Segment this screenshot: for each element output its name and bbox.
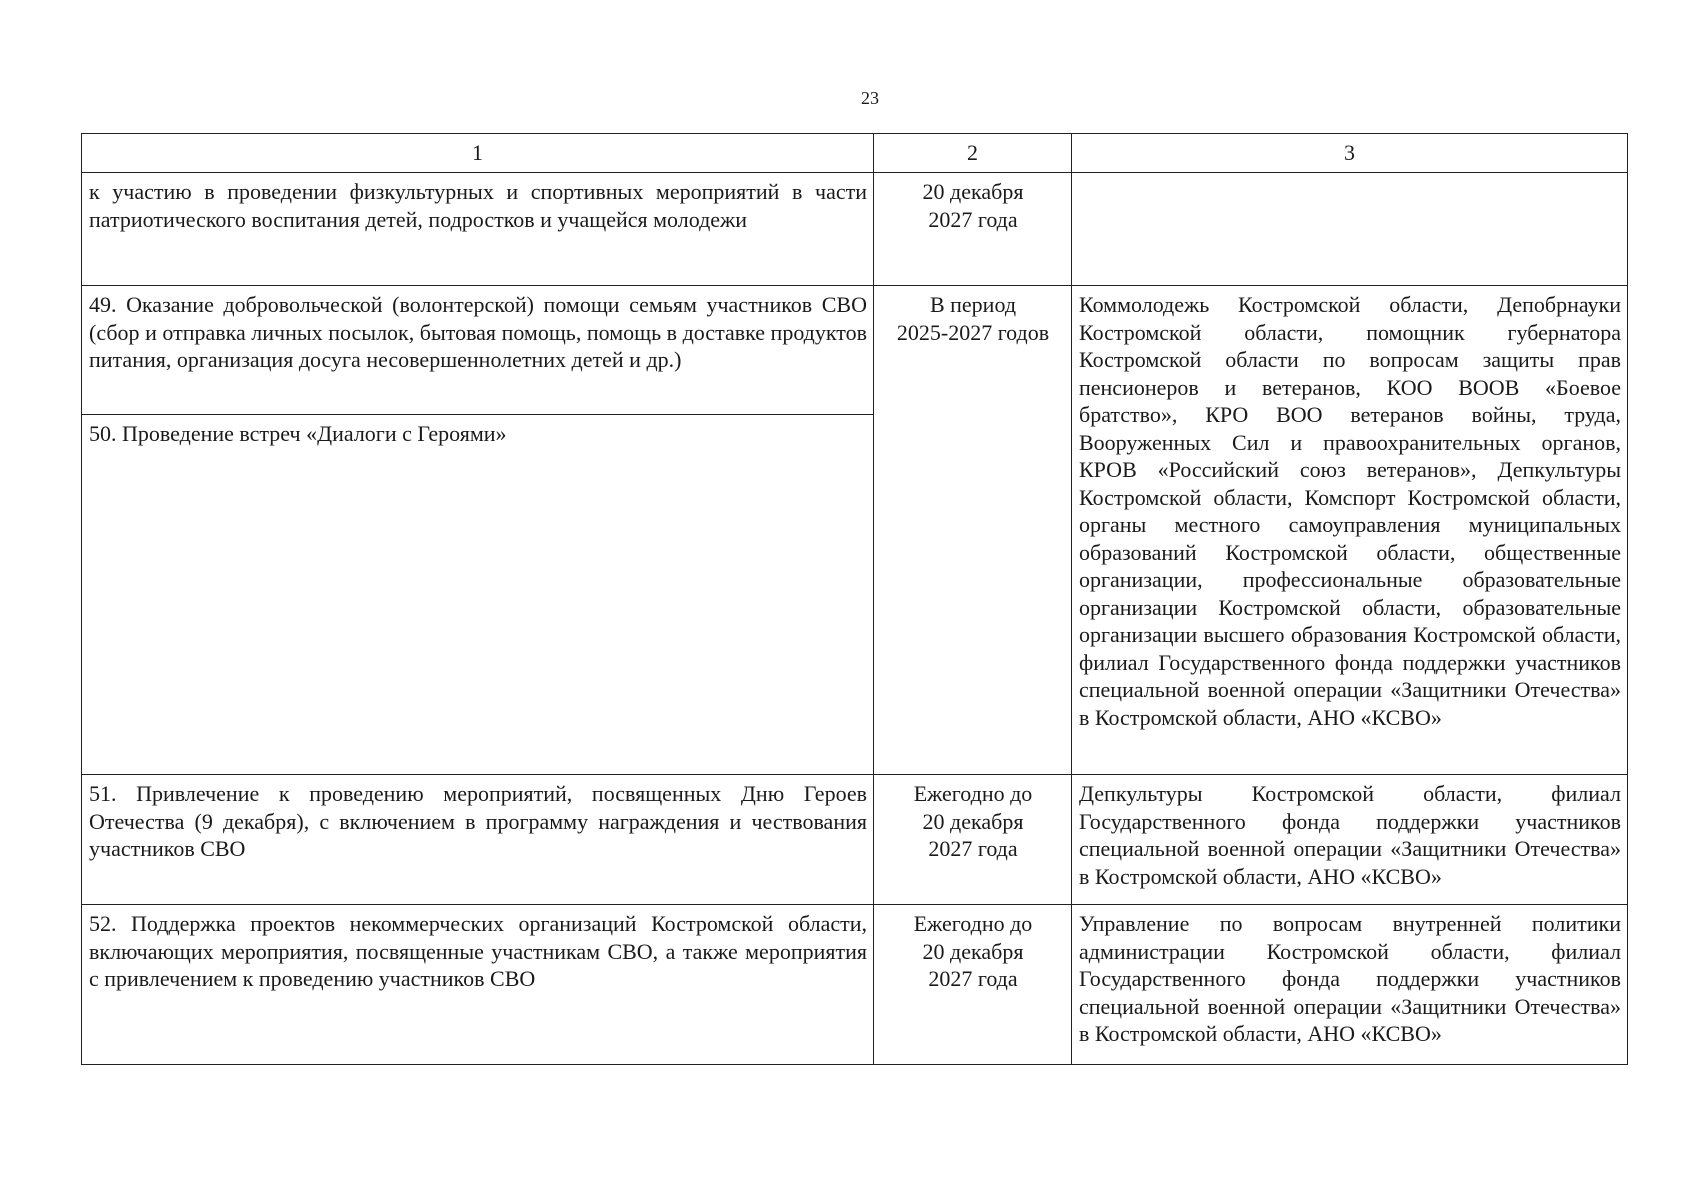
responsible-cell: Депкультуры Костромской области, филиал Государственного фонда поддержки участников специальной военной операции «Защитники Отечества» в Костромской области, АНО «КСВО» bbox=[1072, 775, 1628, 905]
measure-cell: 52. Поддержка проектов некоммерческих организаций Костромской области, включающих мероприятия, посвященные участникам СВО, а также мероприятия с привлечением к проведению участников СВО bbox=[82, 905, 874, 1065]
deadline-line: 20 декабря bbox=[922, 179, 1024, 204]
table-row bbox=[82, 286, 1628, 415]
table-row bbox=[82, 775, 1628, 905]
table-row bbox=[82, 905, 1628, 1065]
responsible-cell bbox=[1072, 173, 1628, 286]
deadline-line: 2025-2027 годов bbox=[896, 319, 1050, 345]
measure-cell: 50. Проведение встреч «Диалоги с Героями» bbox=[82, 415, 874, 775]
deadline-line: 2027 года bbox=[928, 836, 1018, 861]
deadline-cell bbox=[874, 286, 1072, 775]
column-header-2: 2 bbox=[874, 134, 1072, 173]
page-number: 23 bbox=[861, 88, 879, 108]
deadline-cell bbox=[874, 173, 1072, 286]
measures-table bbox=[81, 133, 1628, 1065]
table-header-row bbox=[82, 134, 1628, 173]
deadline-cell bbox=[874, 775, 1072, 905]
deadline-line: В период bbox=[929, 292, 1017, 317]
measure-cell: к участию в проведении физкультурных и спортивных мероприятий в части патриотического воспитания детей, подростков и учащейся молодежи bbox=[82, 173, 874, 286]
deadline-line: Ежегодно до bbox=[913, 911, 1033, 936]
responsible-cell: Коммолодежь Костромской области, Депобрнауки Костромской области, помощник губернатора Костромской области по вопросам защиты прав пенсионеров и ветеранов, КОО ВООВ «Боевое братство», КРО ВОО ветеранов войны, труда, Вооруженных Сил и правоохранительных органов, КРОВ «Российский союз ветеранов», Депкультуры Костромской области, Комспорт Костромской области, органы местного самоуправления муниципальных образований Костромской области, общественные организации, профессиональные образовательные организации Костромской области, образовательные организации высшего образования Костромской области, филиал Государственного фонда поддержки участников специальной военной операции «Защитники Отечества» в Костромской области, АНО «КСВО» bbox=[1072, 286, 1628, 775]
deadline-line: Ежегодно до bbox=[913, 781, 1033, 806]
deadline-line: 20 декабря bbox=[922, 808, 1024, 834]
table-row bbox=[82, 173, 1628, 286]
measure-cell: 49. Оказание добровольческой (волонтерской) помощи семьям участников СВО (сбор и отправка личных посылок, бытовая помощь, помощь в доставке продуктов питания, организация досуга несовершеннолетних детей и др.) bbox=[82, 286, 874, 415]
deadline-line: 2027 года bbox=[928, 966, 1018, 991]
responsible-cell: Управление по вопросам внутренней политики администрации Костромской области, филиал Государственного фонда поддержки участников специальной военной операции «Защитники Отечества» в Костромской области, АНО «КСВО» bbox=[1072, 905, 1628, 1065]
column-header-1: 1 bbox=[82, 134, 874, 173]
deadline-line: 20 декабря bbox=[922, 938, 1024, 964]
deadline-cell bbox=[874, 905, 1072, 1065]
column-header-3: 3 bbox=[1072, 134, 1628, 173]
measure-cell: 51. Привлечение к проведению мероприятий, посвященных Дню Героев Отечества (9 декабря), с включением в программу награждения и чествования участников СВО bbox=[82, 775, 874, 905]
deadline-line: 2027 года bbox=[928, 206, 1018, 232]
